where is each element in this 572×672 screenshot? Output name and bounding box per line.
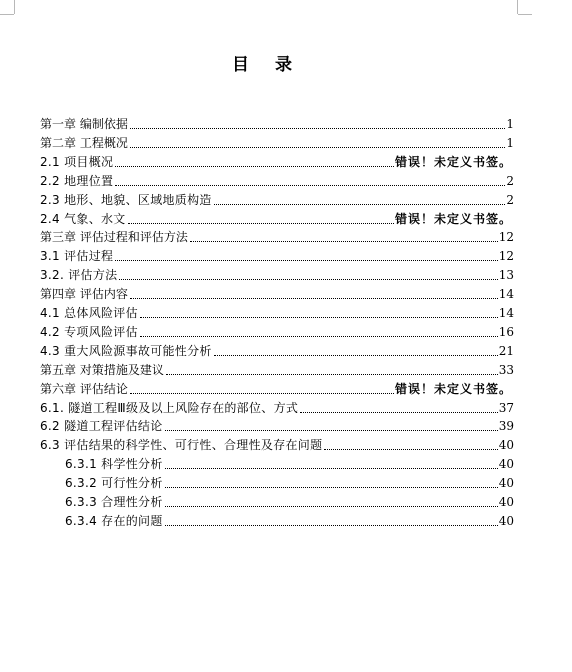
toc-entry-label: 3.1 评估过程: [40, 249, 114, 264]
toc-entry-page-number: 33: [498, 362, 514, 377]
toc-entry[interactable]: [40, 150, 512, 169]
toc-entry-error-text: 错误！未定义书签。: [394, 381, 512, 396]
toc-entry-error-text: 错误！未定义书签。: [394, 154, 512, 169]
toc-dot-leader: [130, 146, 506, 148]
toc-dot-leader: [128, 222, 394, 224]
toc-entry-page-number: 12: [498, 249, 514, 264]
toc-dot-leader: [115, 259, 497, 261]
toc-entry-page-number: 40: [498, 438, 514, 453]
toc-entry-label: 6.2 隧道工程评估结论: [40, 419, 163, 434]
toc-entry-label: 6.1. 隧道工程Ⅲ级及以上风险存在的部位、方式: [40, 400, 299, 415]
toc-entry-label: 4.3 重大风险源事故可能性分析: [40, 343, 212, 358]
toc-entry-label: 第一章 编制依据: [40, 117, 128, 131]
toc-dot-leader: [130, 392, 394, 394]
toc-entry[interactable]: [40, 112, 514, 131]
toc-entry-label: 4.2 专项风险评估: [40, 324, 138, 339]
toc-entry-label: 2.2 地理位置: [40, 173, 114, 188]
toc-entry[interactable]: [40, 339, 514, 358]
toc-entry-page-number: 2: [506, 173, 514, 188]
toc-entry-page-number: 40: [498, 476, 514, 491]
toc-entry[interactable]: [40, 396, 514, 415]
toc-entry-label: 第三章 评估过程和评估方法: [40, 230, 188, 245]
toc-entry-page-number: 40: [498, 457, 514, 472]
toc-dot-leader: [165, 524, 498, 526]
toc-entry-label: 6.3 评估结果的科学性、可行性、合理性及存在问题: [40, 438, 323, 453]
page-corner-mark-left: [14, 0, 15, 14]
toc-entry-label: 第五章 对策措施及建议: [40, 362, 164, 377]
toc-entry[interactable]: [65, 490, 514, 509]
toc-dot-leader: [300, 411, 498, 413]
toc-entry-page-number: 40: [498, 495, 514, 509]
toc-dot-leader: [324, 448, 497, 450]
toc-entry-label: 3.2. 评估方法: [40, 268, 118, 283]
toc-dot-leader: [165, 467, 498, 469]
page-corner-mark-right: [517, 0, 518, 14]
toc-entry[interactable]: [40, 282, 514, 301]
toc-entry[interactable]: [40, 301, 514, 320]
toc-entry-page-number: 14: [498, 306, 514, 320]
toc-entry[interactable]: [40, 263, 514, 282]
toc-dot-leader: [140, 316, 498, 318]
toc-entry-page-number: 13: [498, 268, 514, 283]
page-corner-mark-left-h: [0, 14, 14, 15]
toc-entry-page-number: 14: [498, 287, 514, 302]
toc-entry-label: 6.3.3 合理性分析: [65, 495, 163, 509]
toc-dot-leader: [166, 373, 498, 375]
toc-dot-leader: [165, 429, 498, 431]
toc-entry[interactable]: [40, 207, 512, 226]
toc-entry[interactable]: [40, 320, 514, 339]
toc-entry[interactable]: [65, 471, 514, 490]
toc-entry-label: 4.1 总体风险评估: [40, 306, 138, 320]
toc-entry[interactable]: [40, 244, 514, 263]
toc-entry-page-number: 21: [498, 343, 514, 358]
toc-entry-error-text: 错误！未定义书签。: [394, 211, 512, 226]
toc-entry[interactable]: [40, 433, 514, 452]
toc-dot-leader: [130, 297, 498, 299]
toc-entry[interactable]: [40, 414, 514, 433]
toc-dot-leader: [165, 505, 498, 507]
toc-entry[interactable]: [40, 225, 514, 244]
toc-entry-page-number: 39: [498, 419, 514, 434]
toc-entry-label: 2.4 气象、水文: [40, 211, 126, 226]
toc-dot-leader: [214, 203, 506, 205]
toc-dot-leader: [130, 127, 506, 129]
page-title: 目 录: [232, 55, 302, 75]
toc-entry-label: 2.3 地形、地貌、区域地质构造: [40, 192, 212, 207]
toc-entry-label: 第四章 评估内容: [40, 287, 128, 302]
toc-entry-label: 第二章 工程概况: [40, 135, 128, 150]
toc-dot-leader: [140, 335, 498, 337]
toc-entry-page-number: 2: [506, 192, 514, 207]
toc-entry-page-number: 1: [506, 135, 514, 150]
toc-entry[interactable]: [40, 377, 512, 396]
toc-entry[interactable]: [40, 358, 514, 377]
toc-entry[interactable]: [40, 131, 514, 150]
toc-entry-page-number: 1: [506, 117, 514, 131]
toc-entry-label: 6.3.1 科学性分析: [65, 457, 163, 472]
toc-dot-leader: [115, 165, 394, 167]
toc-entry-label: 6.3.2 可行性分析: [65, 476, 163, 491]
toc-entry-label: 第六章 评估结论: [40, 381, 128, 396]
toc-entry-page-number: 40: [498, 513, 514, 528]
toc-entry-label: 2.1 项目概况: [40, 154, 114, 169]
toc-entry[interactable]: [65, 509, 514, 528]
toc-dot-leader: [165, 486, 498, 488]
toc-entry[interactable]: [40, 169, 514, 188]
toc-entry-page-number: 12: [498, 230, 514, 245]
toc-entry-label: 6.3.4 存在的问题: [65, 513, 163, 528]
toc-dot-leader: [214, 354, 498, 356]
page-corner-mark-right-h: [518, 14, 532, 15]
toc-entry-page-number: 37: [498, 400, 514, 415]
toc-dot-leader: [115, 184, 505, 186]
toc-entry[interactable]: [40, 188, 514, 207]
toc-entry[interactable]: [65, 452, 514, 471]
toc-dot-leader: [190, 240, 498, 242]
toc-entry-page-number: 16: [498, 324, 514, 339]
toc-dot-leader: [119, 278, 497, 280]
